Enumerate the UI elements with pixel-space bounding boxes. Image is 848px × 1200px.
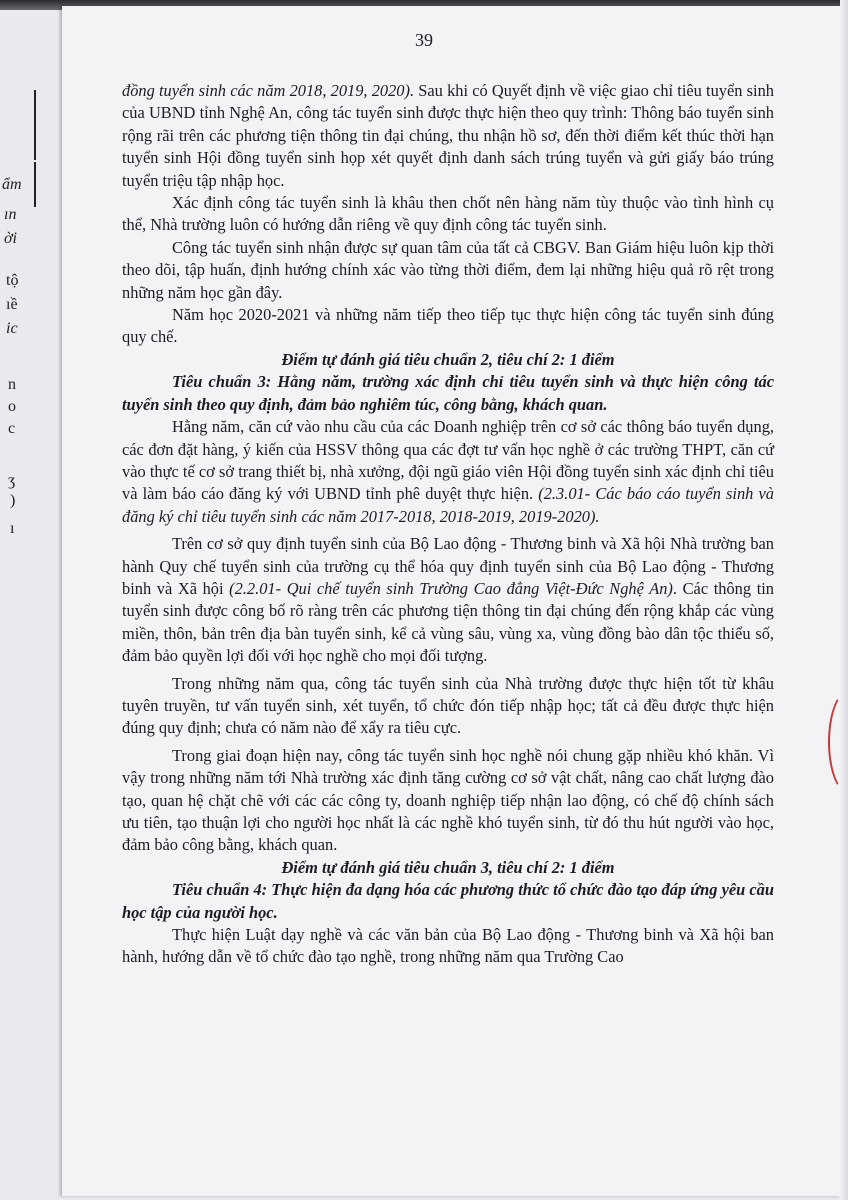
- paragraph: Thực hiện Luật dạy nghề và các văn bản của Bộ Lao động - Thương binh và Xã hội ban hành, hướng dẫn về tổ chức đào tạo nghề, trong những năm qua Trường Cao: [122, 925, 774, 967]
- margin-fragment: n: [8, 376, 16, 393]
- page-body: [122, 80, 774, 969]
- paragraph-text: Hằng năm, căn cứ vào nhu cầu của các Doanh nghiệp trên cơ sở các thông báo tuyển dụng, các đơn đặt hàng, ý kiến của HSSV thông qua các đợt tư vấn học nghề ở các trường THPT, căn cứ vào thực tế cơ sở trang thiết bị, nhà xưởng, đội ngũ giáo viên Hội đồng tuyển sinh xác định chỉ tiêu và làm báo cáo đăng ký với UBND tỉnh phê duyệt thực hiện.: [122, 417, 774, 504]
- paragraph-text: Sau khi có Quyết định về việc giao chỉ tiêu tuyển sinh của UBND tỉnh Nghệ An, công tác tuyển sinh được thực hiện theo quy trình: Thông báo tuyển sinh rộng rãi trên các phương tiện thông tin đại chúng, thu nhận hồ sơ, đến thời điểm kết thúc thời hạn tuyển sinh Hội đồng tuyển sinh họp xét quyết định danh sách trúng tuyển và gửi giấy báo trúng tuyển triệu tập nhập học.: [122, 81, 774, 190]
- score-heading: Điểm tự đánh giá tiêu chuẩn 3, tiêu chí 2: 1 điểm: [281, 857, 615, 877]
- margin-fragment: ẩm: [2, 176, 22, 193]
- citation: (2.3.01- Các báo cáo tuyển sinh và đăng ký chỉ tiêu tuyển sinh các năm 2017-2018, 2018-2019, 2019-2020).: [122, 484, 774, 526]
- page-number: 39: [415, 30, 433, 50]
- paragraph: Năm học 2020-2021 và những năm tiếp theo tiếp tục thực hiện công tác tuyển sinh đúng quy chế.: [122, 305, 774, 347]
- margin-fragment: o: [8, 398, 16, 415]
- paragraph-text: Trên cơ sở quy định tuyển sinh của Bộ Lao động - Thương binh và Xã hội Nhà trường ban hành Quy chế tuyển sinh của trường cụ thể hóa quy định tuyển sinh của Bộ Lao động - Thương binh và Xã hội: [122, 534, 774, 598]
- margin-bracket-lower: [30, 162, 36, 207]
- margin-fragment: ın: [4, 206, 17, 223]
- margin-fragment: tộ: [6, 272, 19, 289]
- paragraph: Công tác tuyển sinh nhận được sự quan tâm của tất cả CBGV. Ban Giám hiệu luôn kịp thời theo dõi, tập huấn, định hướng chính xác vào từng thời điểm, đem lại những hiệu quả rõ rệt trong những năm học gần đây.: [122, 237, 774, 302]
- margin-fragment: ic: [6, 320, 18, 337]
- criterion-heading: Tiêu chuẩn 4: Thực hiện đa dạng hóa các phương thức tổ chức đào tạo đáp ứng yêu cầu học tập của người học.: [122, 880, 774, 922]
- paragraph: Trong giai đoạn hiện nay, công tác tuyển sinh học nghề nói chung gặp nhiều khó khăn. Vì vậy trong những năm tới Nhà trường xác định tăng cường cơ sở vật chất, nâng cao chất lượng đào tạo, quan hệ chặt chẽ với các các công ty, doanh nghiệp tiếp nhận lao động, có chế độ chính sách ưu tiên, tạo thuận lợi cho người học nhất là các nghề khó tuyển sinh, từ đó thu hút người vào học, đảm bảo công bằng, khách quan.: [122, 745, 774, 855]
- margin-fragment: ời: [4, 230, 17, 247]
- criterion-heading: Tiêu chuẩn 3: Hằng năm, trường xác định chỉ tiêu tuyển sinh và thực hiện công tác tuyển sinh theo quy định, đảm bảo nghiêm túc, công bằng, khách quan.: [122, 372, 774, 414]
- paragraph-text: . Các thông tin tuyển sinh được công bố rõ ràng trên các phương tiện thông tin đại chúng đến rộng khắp các vùng miền, thôn, bản trên địa bàn tuyển sinh, kể cả vùng sâu, vùng xa, vùng đồng bào dân tộc thiểu số, đảm bảo quyền lợi đối với học nghề cho mọi đối tượng.: [122, 578, 775, 666]
- margin-fragment: c: [8, 420, 16, 437]
- paragraph: Trong những năm qua, công tác tuyển sinh của Nhà trường được thực hiện tốt từ khâu tuyên truyền, tư vấn tuyển sinh, xét tuyển, tổ chức đón tiếp nhập học; tất cả đều được thực hiện đúng quy định; chưa có năm nào để xẩy ra tiêu cực.: [122, 673, 774, 738]
- page-edge-shadow: [840, 0, 848, 1200]
- adjacent-page-margin: [0, 80, 60, 640]
- paragraph: [122, 80, 774, 192]
- paragraph: Xác định công tác tuyển sinh là khâu then chốt nên hàng năm tùy thuộc vào tình hình cụ thể, Nhà trường luôn có hướng dẫn riêng về quy định công tác tuyển sinh.: [122, 193, 774, 235]
- margin-fragment: ʒ: [8, 472, 16, 489]
- paragraph: [122, 533, 774, 667]
- margin-fragment: ıề: [6, 296, 18, 313]
- citation: (2.2.01- Qui chế tuyển sinh Trường Cao đẳng Việt-Đức Nghệ An): [229, 578, 673, 598]
- margin-bracket: [30, 90, 36, 160]
- paragraph: [122, 416, 774, 528]
- margin-fragment: ı: [10, 520, 15, 537]
- citation: đồng tuyển sinh các năm 2018, 2019, 2020).: [122, 81, 415, 100]
- score-heading: Điểm tự đánh giá tiêu chuẩn 2, tiêu chí 2: 1 điểm: [281, 349, 615, 369]
- margin-fragment: ): [10, 492, 16, 509]
